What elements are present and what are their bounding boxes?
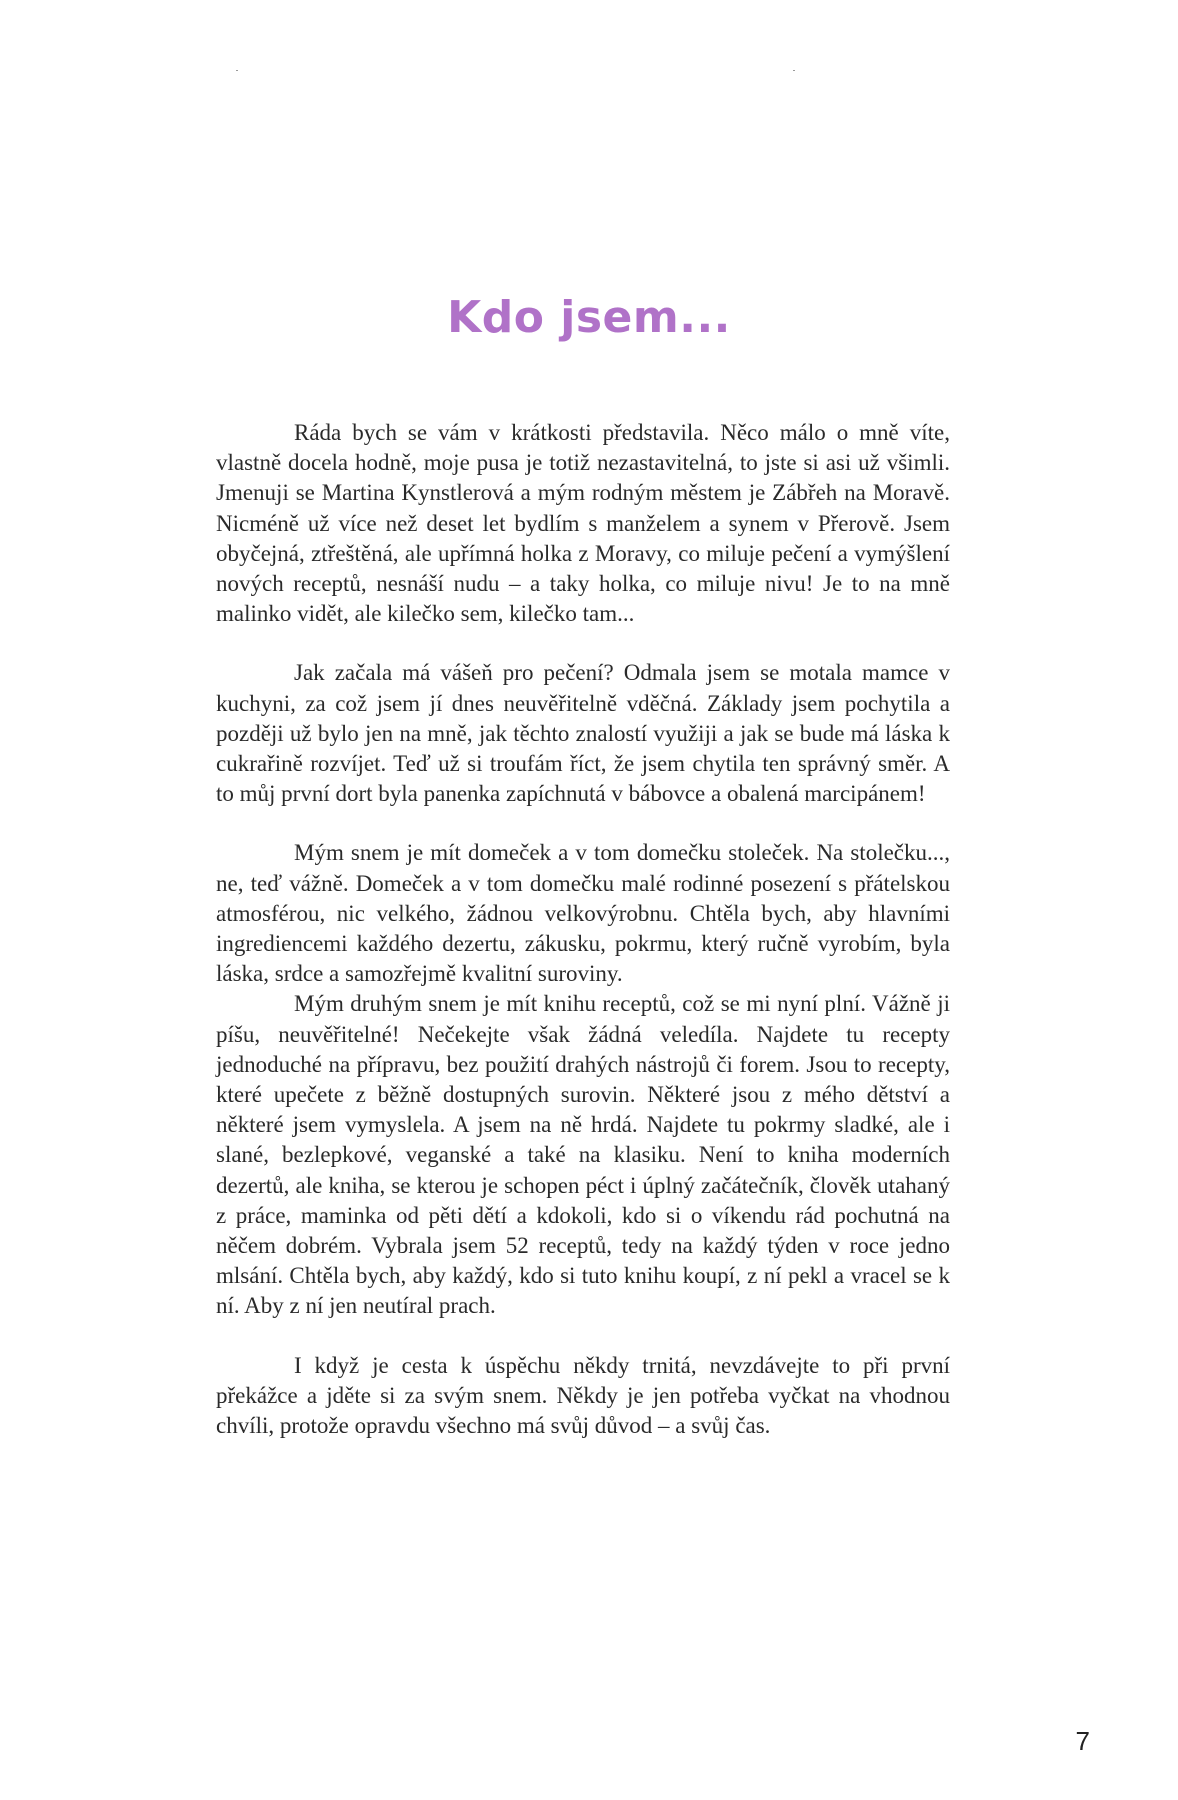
scan-speck xyxy=(236,70,238,71)
paragraph-dream-book: Mým druhým snem je mít knihu receptů, což se mi nyní plní. Vážně ji píšu, neuvěřitelné! Nečekejte však žádná veledíla. Najdete tu recepty jednoduché na přípravu, bez použití drahých nástrojů či forem. Jsou to recepty, které upečete z běžně dostupných surovin. Některé jsou z mého dětství a některé jsem vymyslela. A jsem na ně hrdá. Najdete tu pokrmy sladké, ale i slané, bezlepkové, veganské a také na klasiku. Není to kniha moderních dezertů, ale kniha, se kterou je schopen péct i úplný začátečník, člověk utahaný z práce, maminka od pěti dětí a kdokoli, kdo si o víkendu rád pochutná na něčem dobrém. Vybrala jsem 52 receptů, tedy na každý týden v roce jedno mlsání. Chtěla bych, aby každý, kdo si tuto knihu koupí, z ní pekl a vracel se k ní. Aby z ní jen neutíral prach. xyxy=(216,991,950,1319)
paragraph-closing: I když je cesta k úspěchu někdy trnitá, nevzdávejte to při první překážce a jděte si za svým snem. Někdy je jen potřeba vyčkat na vhodnou chvíli, protože opravdu všechno má svůj důvod – a svůj čas. xyxy=(216,1352,950,1439)
page-title: Kdo jsem... xyxy=(447,292,731,343)
body-text xyxy=(216,418,950,1441)
paragraph-dream-house: Mým snem je mít domeček a v tom domečku stoleček. Na stolečku..., ne, teď vážně. Domeček a v tom domečku malé rodinné posezení s přátelskou atmosférou, nic velkého, žádnou velkovýrobnu. Chtěla bych, aby hlavními ingrediencemi každého dezertu, zákusku, pokrmu, který ručně vyrobím, byla láska, srdce a samozřejmě kvalitní suroviny. xyxy=(216,840,950,987)
paragraph-passion: Jak začala má vášeň pro pečení? Odmala jsem se motala mamce v kuchyni, za což jsem jí dnes neuvěřitelně vděčná. Základy jsem pochytila a později už bylo jen na mně, jak těchto znalostí využiji a jak se bude má láska k cukrařině rozvíjet. Teď už si troufám říct, že jsem chytila ten správný směr. A to můj první dort byla panenka zapíchnutá v bábovce a obalená marcipánem! xyxy=(216,660,950,807)
page-number: 7 xyxy=(1075,1726,1090,1756)
paragraph-intro: Ráda bych se vám v krátkosti představila. Něco málo o mně víte, vlastně docela hodně, moje pusa je totiž nezastavitelná, to jste si asi už všimli. Jmenuji se Martina Kynstlerová a mým rodným městem je Zábřeh na Moravě. Nicméně už více než deset let bydlím s manželem a synem v Přerově. Jsem obyčejná, ztřeštěná, ale upřímná holka z Moravy, co miluje pečení a vymýšlení nových receptů, nesnáší nudu – a taky holka, co miluje nivu! Je to na mně malinko vidět, ale kilečko sem, kilečko tam... xyxy=(216,420,950,627)
scan-speck xyxy=(793,70,795,71)
